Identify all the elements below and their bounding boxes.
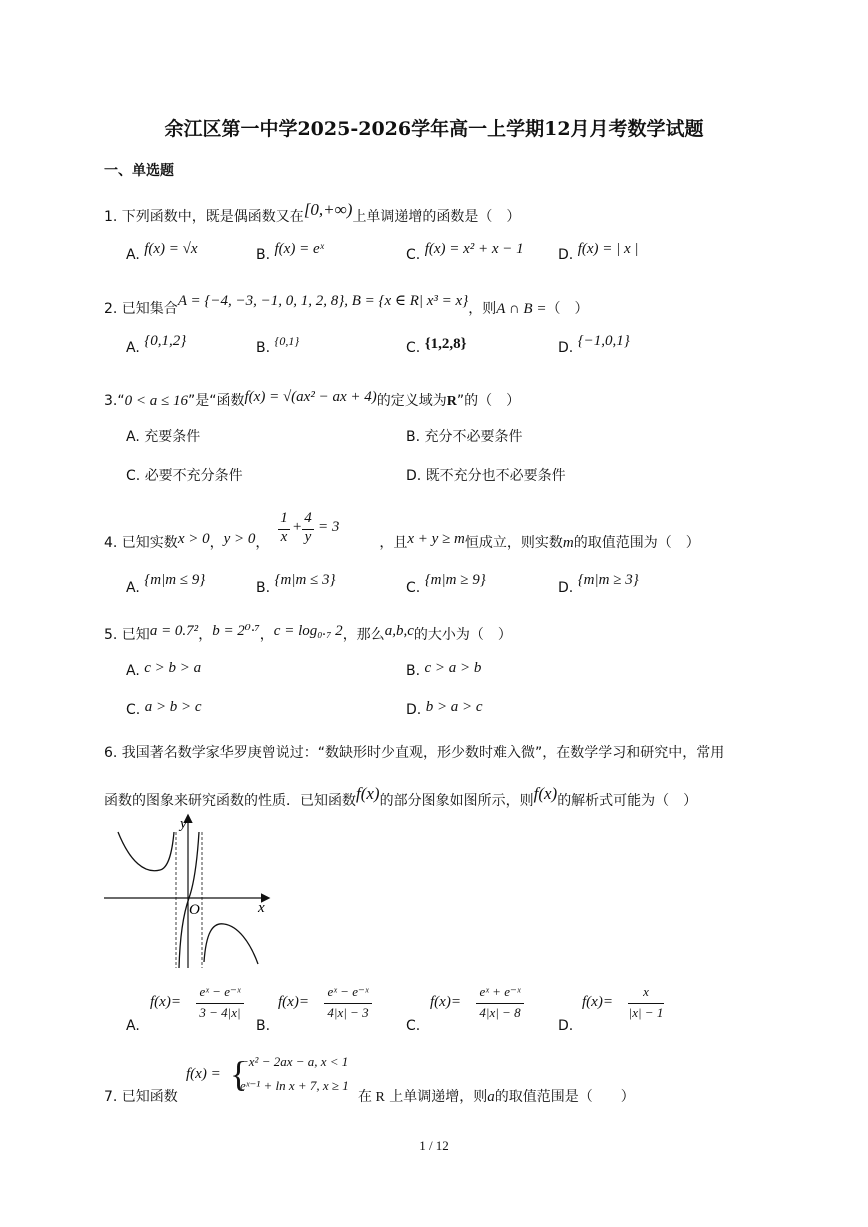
q6-option-b-label: B. [256,1018,271,1034]
q7-lhs: f(x) = [186,1066,221,1082]
q5-option-a: A. c > b > a [126,660,202,679]
q4-frac2-num: 4 [304,510,312,526]
origin-label: O [189,902,200,918]
q4-option-a: A. {m|m ≤ 9} [126,572,206,596]
curve-left-branch [118,832,174,871]
question-4: 4. 已知实数x > 0，y > 0， ，且x + y ≥ m恒成立，则实数m的取值范围为（ ） [104,531,700,551]
q4-eq: = 3 [318,519,340,535]
q6-option-c-label: C. [406,1018,421,1034]
q6-option-b-lhs: f(x)= [278,994,309,1010]
q1-option-a: A. f(x) = √x [126,241,198,263]
y-axis-label: y [180,816,187,832]
q6-option-d-bar [628,1003,664,1004]
q2-option-a: A. {0,1,2} [126,333,187,356]
question-1 [104,200,521,226]
q1-option-d: D. f(x) = | x | [558,241,639,263]
q3-option-a: A. 充要条件 [126,429,201,445]
q6-function-graph [100,812,280,972]
q6-option-a-lhs: f(x)= [150,994,181,1010]
q4-option-b: B. {m|m ≤ 3} [256,572,336,596]
curve-right-branch [204,924,258,964]
q6-option-b-den: 4|x| − 3 [327,1005,369,1020]
q4-option-c: C. {m|m ≥ 9} [406,572,486,596]
question-7-text-b: 在 R 上单调递增，则a的取值范围是（ ） [358,1089,635,1105]
q4-frac1-den: x [280,529,288,545]
q1-text-a: 1. 下列函数中，既是偶函数又在 [104,209,304,225]
q1-text-b: 上单调递增的函数是（ ） [352,209,521,225]
q5-option-b: B. c > a > b [406,660,482,679]
curve-middle-branch [179,832,199,968]
question-6-line-2: 函数的图象来研究函数的性质．已知函数f(x)的部分图象如图所示，则f(x)的解析式可能为（ ） [104,784,698,809]
page-number: 1 / 12 [419,1138,449,1153]
q2-sets: A = {−4, −3, −1, 0, 1, 2, 8}, B = {x ∈ R| x³ = x} [177,293,469,309]
q2-option-b: B. {0,1} [256,334,300,356]
section-heading: 一、单选题 [104,163,174,179]
q6-option-b-num: eˣ − e⁻ˣ [327,984,369,999]
q5-option-c: C. a > b > c [126,699,202,718]
q6-option-a-den: 3 − 4|x| [199,1005,241,1020]
q4-plus: + [292,519,303,535]
q1-interval: [0,+∞) [303,200,353,219]
q6-option-a-bar [196,1003,244,1004]
q1-option-c: C. f(x) = x² + x − 1 [406,241,524,263]
x-axis-label: x [258,900,265,916]
question-2: 2. 已知集合A = {−4, −3, −1, 0, 1, 2, 8}, B = {x ∈ R| x³ = x}，则A ∩ B =（ ） [104,293,589,317]
question-6-line-1: 6. 我国著名数学家华罗庚曾说过：“数缺形时少直观，形少数时难入微”，在数学学习和研究中，常用 [104,745,725,761]
q5-option-d: D. b > a > c [406,699,483,718]
q7-brace: { [230,1054,248,1094]
q3-option-c: C. 必要不充分条件 [126,468,243,484]
q6-option-a-num: eˣ − e⁻ˣ [199,984,241,999]
q3-function: f(x) = √(ax² − ax + 4) [244,389,377,405]
question-3: 3.“0 < a ≤ 16”是“函数f(x) = √(ax² − ax + 4)的定义域为R”的（ ） [104,389,521,409]
q3-option-d: D. 既不充分也不必要条件 [406,468,566,484]
q1-option-b: B. f(x) = eˣ [256,241,324,263]
q6-option-b-bar [324,1003,372,1004]
q6-option-d-num: x [643,984,649,999]
q6-option-c-lhs: f(x)= [430,994,461,1010]
q4-frac2-den: y [304,529,312,545]
q6-option-c-den: 4|x| − 8 [479,1005,521,1020]
q6-option-d-label: D. [558,1018,574,1034]
question-5: 5. 已知a = 0.7²，b = 2⁰·⁷，c = log₀.₇ 2，那么a,b,c的大小为（ ） [104,623,512,643]
q2-option-c: C. {1,2,8} [406,336,467,356]
q4-frac1-num: 1 [280,510,288,526]
q2-option-d: D. {−1,0,1} [558,333,630,356]
q7-case-2: eˣ⁻¹ + ln x + 7, x ≥ 1 [240,1078,349,1093]
q6-option-a-label: A. [126,1018,140,1034]
q3-option-b: B. 充分不必要条件 [406,429,523,445]
q4-option-d: D. {m|m ≥ 3} [558,572,639,596]
q6-option-d-lhs: f(x)= [582,994,613,1010]
q6-option-c-bar [476,1003,524,1004]
question-7-text-a: 7. 已知函数 [104,1089,178,1105]
q6-option-d-den: |x| − 1 [628,1005,664,1020]
q6-option-c-num: eˣ + e⁻ˣ [479,984,521,999]
q7-case-1: −x² − 2ax − a, x < 1 [240,1054,349,1069]
page-title: 余江区第一中学2025-2026学年高一上学期12月月考数学试题 [164,118,704,140]
